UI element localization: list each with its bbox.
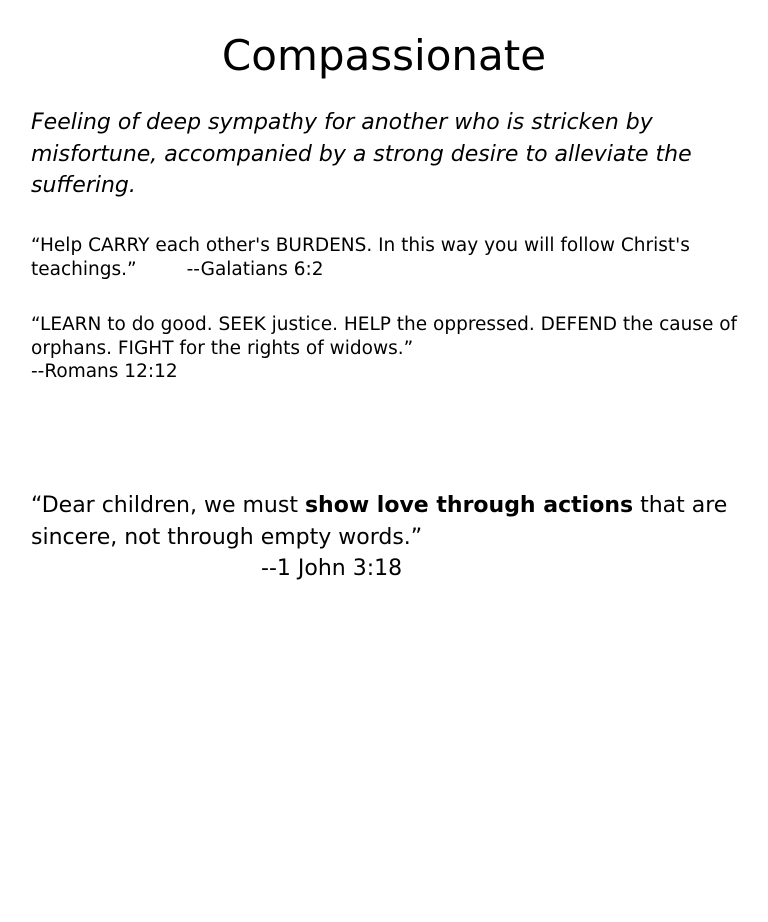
quote-text-after: that are sincere, not through empty words.”: [31, 493, 728, 550]
quote-romans: [31, 313, 743, 384]
definition-text: Feeling of deep sympathy for another who is stricken by misfortune, accompanied by a strong desire to alleviate the suffering.: [31, 110, 692, 198]
quote-text: “LEARN to do good. SEEK justice. HELP the oppressed. DEFEND the cause of orphans. FIGHT for the rights of widows.”: [31, 314, 738, 359]
slide-title: Compassionate: [221, 31, 547, 80]
quote-1-john: [31, 490, 743, 585]
quote-text: “Help CARRY each other's BURDENS. In this way you will follow Christ's teachings.”: [31, 235, 690, 280]
quote-reference: --1 John 3:18: [261, 556, 403, 581]
quote-reference: --Galatians 6:2: [186, 259, 324, 280]
quote-reference: --Romans 12:12: [31, 361, 178, 382]
quote-text-before: “Dear children, we must: [31, 493, 305, 518]
quote-text-emphasis: show love through actions: [304, 493, 634, 518]
quote-galatians: [31, 234, 743, 282]
